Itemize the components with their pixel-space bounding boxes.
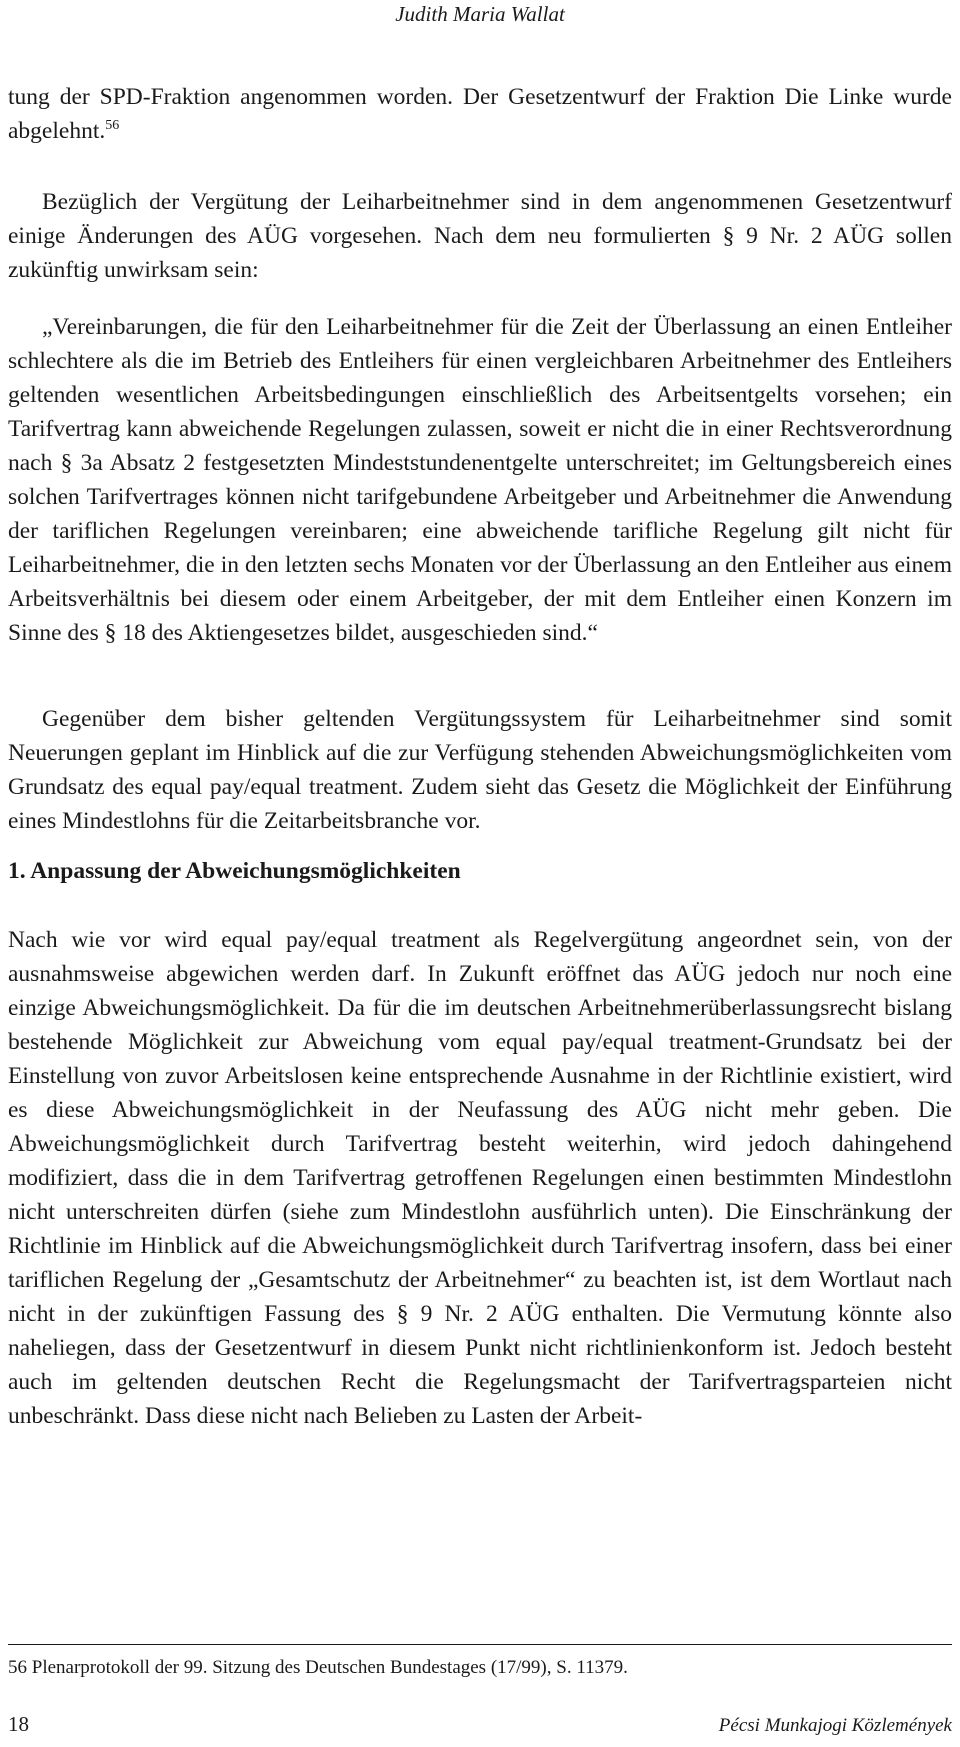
paragraph-3-text: Gegenüber dem bisher geltenden Vergütungssystem für Leiharbeitnehmer sind somit Neuerungen geplant im Hinblick auf die zur Verfügung stehenden Abweichungsmöglichkeiten vom Grundsatz des equal pay/equal treatment. Zudem sieht das Gesetz die Möglichkeit der Einführung eines Mindestlohns für die Zeitarbeitsbranche vor. xyxy=(8,706,952,834)
section-heading: 1. Anpassung der Abweichungsmöglichkeiten xyxy=(8,858,461,884)
paragraph-2-text: Bezüglich der Vergütung der Leiharbeitnehmer sind in dem angenommenen Gesetzentwurf einige Änderungen des AÜG vorgesehen. Nach dem neu formulierten § 9 Nr. 2 AÜG sollen zukünftig unwirksam sein: xyxy=(8,189,952,283)
footnote-divider xyxy=(8,1644,952,1645)
running-header-author: Judith Maria Wallat xyxy=(395,2,565,26)
journal-title: Pécsi Munkajogi Közlemények xyxy=(718,1715,952,1736)
paragraph-4-text: Nach wie vor wird equal pay/equal treatment als Regelvergütung angeordnet sein, von der ausnahmsweise abgewichen werden darf. In Zukunft eröffnet das AÜG jedoch nur noch eine einzige Abweichungsmöglichkeit. Da für die im deutschen Arbeitnehmerüberlassungsrecht bislang bestehende Möglichkeit zur Abweichung vom equal pay/equal treatment-Grundsatz bei der Einstellung von zuvor Arbeitslosen keine entsprechende Ausnahme in der Richtlinie existiert, wird es diese Abweichungsmöglichkeit in der Neufassung des AÜG nicht mehr geben. Die Abweichungsmöglichkeit durch Tarifvertrag besteht weiterhin, wird jedoch dahingehend modifiziert, dass die in dem Tarifvertrag getroffenen Regelungen einen bestimmten Mindestlohn nicht unterschreiten dürfen (siehe zum Mindestlohn ausführlich unten). Die Einschränkung der Richtlinie im Hinblick auf die Abweichungsmöglichkeit durch Tarifvertrag insofern, dass bei einer tariflichen Regelung der „Gesamtschutz der Arbeitnehmer“ zu beachten ist, ist dem Wortlaut nach nicht in der zukünftigen Fassung des § 9 Nr. 2 AÜG enthalten. Die Vermutung könnte also naheliegen, dass der Gesetzentwurf in diesem Punkt nicht richtlinienkonform ist. Jedoch besteht auch im geltenden deutschen Recht die Regelungsmacht der Tarifvertragsparteien nicht unbeschränkt. Dass diese nicht nach Belieben zu Lasten der Arbeit- xyxy=(8,927,952,1429)
paragraph-1-text: tung der SPD-Fraktion angenommen worden. Der Gesetzentwurf der Fraktion Die Linke wurde abgelehnt. xyxy=(8,84,952,144)
paragraph-3 xyxy=(8,702,952,838)
paragraph-4 xyxy=(8,923,952,1433)
footnote-reference[interactable]: 56 xyxy=(105,118,120,134)
footnote-56: 56 Plenarprotokoll der 99. Sitzung des Deutschen Bundestages (17/99), S. 11379. xyxy=(8,1657,628,1678)
statute-quote-text: „Vereinbarungen, die für den Leiharbeitnehmer für die Zeit der Überlassung an einen Entleiher schlechtere als die im Betrieb des Entleihers für einen vergleichbaren Arbeitnehmer des Entleihers geltenden wesentlichen Arbeitsbedingungen einschließlich des Arbeitsentgelts vorsehen; ein Tarifvertrag kann abweichende Regelungen zulassen, soweit er nicht die in einer Rechtsverordnung nach § 3a Absatz 2 festgesetzten Mindeststundenentgelte unterschreitet; im Geltungsbereich eines solchen Tarifvertrages können nicht tarifgebundene Arbeitgeber und Arbeitnehmer die Anwendung der tariflichen Regelungen vereinbaren; eine abweichende tarifliche Regelung gilt nicht für Leiharbeitnehmer, die in den letzten sechs Monaten vor der Überlassung an den Entleiher aus einem Arbeitsverhältnis bei diesem oder einem Arbeitgeber, der mit dem Entleiher einen Konzern im Sinne des § 18 des Aktiengesetzes bildet, ausgeschieden sind.“ xyxy=(8,314,952,646)
statute-quote xyxy=(8,310,952,650)
page-number: 18 xyxy=(8,1712,29,1736)
paragraph-2 xyxy=(8,185,952,287)
paragraph-1 xyxy=(8,80,952,148)
